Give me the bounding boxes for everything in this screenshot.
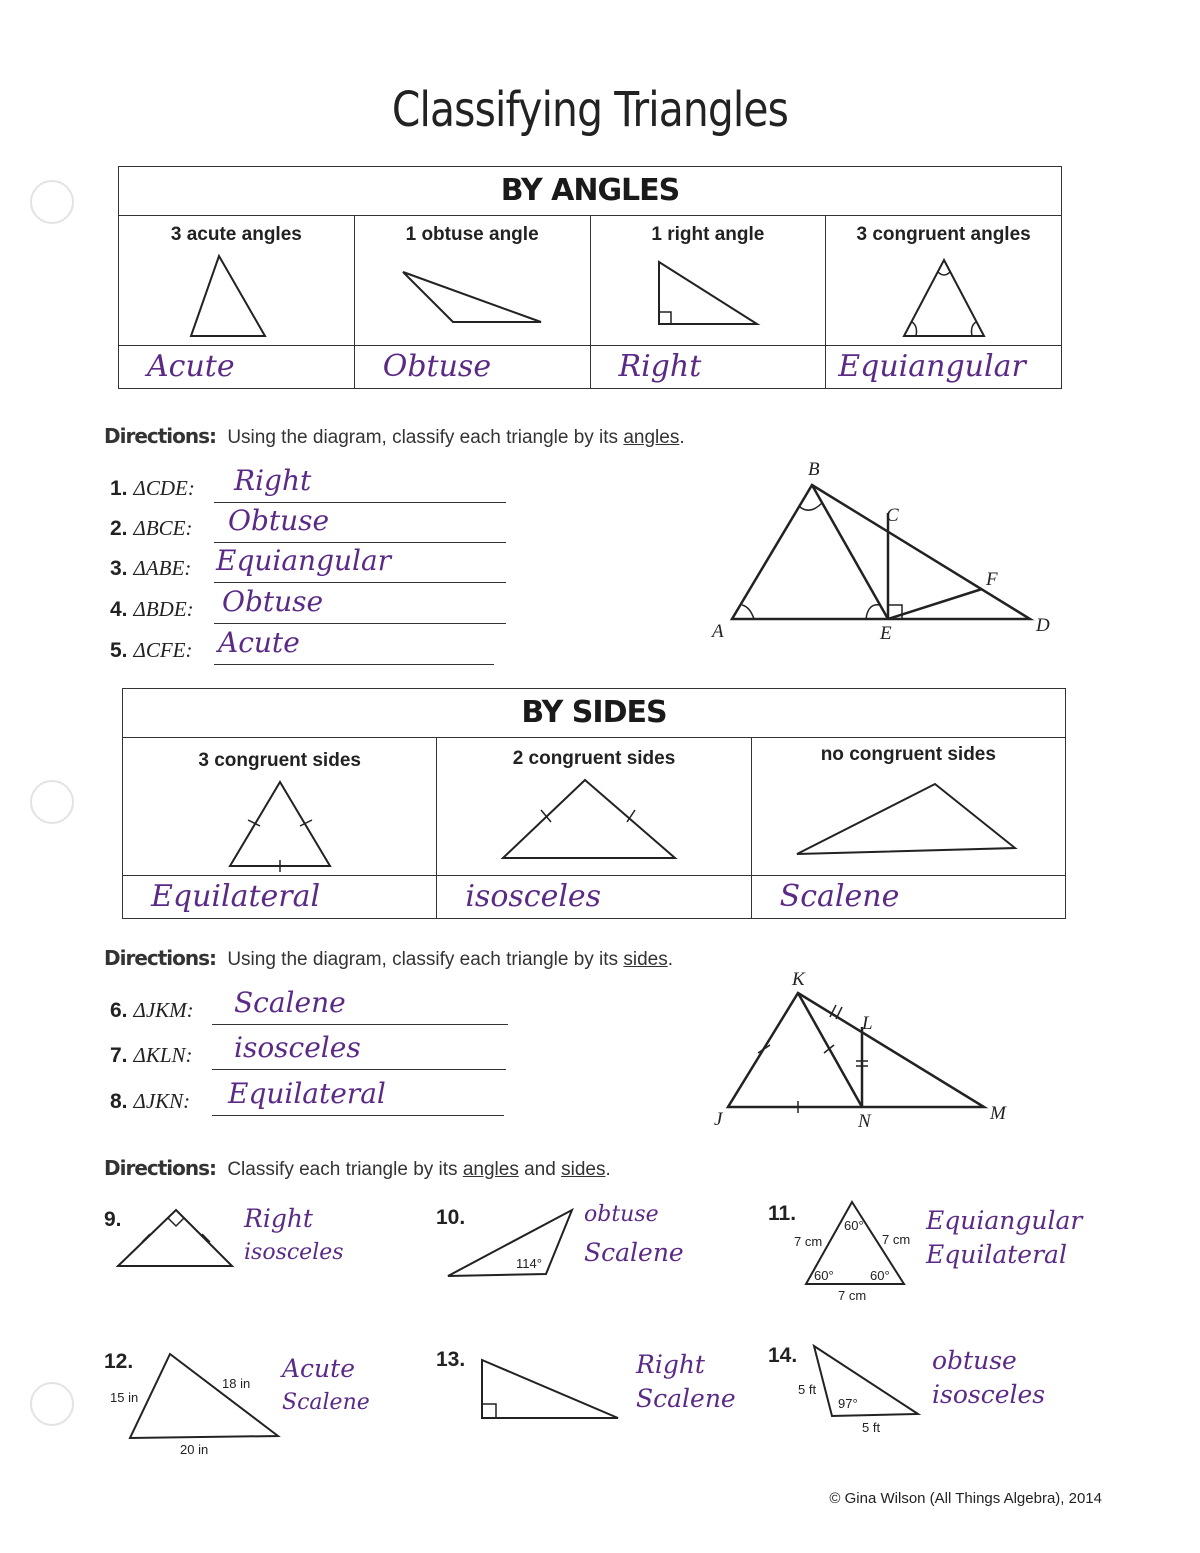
problem-11-answer: Equiangular Equilateral (926, 1206, 1083, 1269)
vertex-label-k: K (792, 969, 805, 990)
vertex-label-m: M (990, 1103, 1006, 1124)
cell-equiangular (826, 216, 1062, 346)
answer-line (214, 623, 506, 624)
directions-keyword-angles: angles (462, 1159, 519, 1180)
obtuse-triangle-figure (397, 260, 547, 340)
answer-equiangular: Equiangular (838, 349, 1026, 384)
answer-obtuse: Obtuse (382, 349, 492, 384)
vertex-label-a: A (712, 621, 724, 642)
cell-scalene (751, 738, 1065, 876)
answer-scalene: Scalene (779, 879, 900, 914)
problem-14-side-left: 5 ft (798, 1382, 817, 1397)
question-1: 1. ΔCDE: Right (110, 476, 195, 501)
by-sides-table (122, 688, 1066, 919)
page-title: Classifying Triangles (391, 82, 789, 138)
equilateral-triangle-figure (220, 778, 340, 874)
problem-11-angle-left: 60° (814, 1268, 834, 1283)
answer-3: Equiangular (216, 544, 392, 577)
problem-14-figure (796, 1342, 926, 1438)
cell-label-isosceles: 2 congruent sides (512, 748, 676, 769)
answer-isosceles: isosceles (465, 879, 602, 914)
cell-obtuse (354, 216, 590, 346)
right-triangle-figure (653, 256, 763, 336)
directions-angles-sides: Directions: Classify each triangle by its angles and sides. (104, 1156, 611, 1180)
problem-13-figure (478, 1356, 623, 1422)
problem-11-number: 11. (768, 1202, 797, 1225)
problem-14-answer: obtuse isosceles (932, 1346, 1046, 1409)
problem-11-side-bottom: 7 cm (838, 1288, 867, 1303)
by-angles-table (118, 166, 1062, 389)
problem-14-angle: 97° (838, 1396, 858, 1411)
vertex-label-f: F (986, 569, 998, 590)
cell-right (590, 216, 826, 346)
directions-label: Directions: (104, 1156, 217, 1180)
answer-line (212, 1024, 508, 1025)
answer-line (214, 664, 494, 665)
vertex-label-e: E (880, 623, 892, 644)
punch-hole-middle (30, 780, 74, 824)
problem-12-number: 12. (104, 1350, 134, 1373)
question-5: 5. ΔCFE: Acute (110, 638, 193, 663)
directions-text: Classify each triangle by its (227, 1159, 458, 1180)
problem-12-side-bottom: 20 in (180, 1442, 209, 1457)
problem-10-angle: 114° (516, 1256, 542, 1271)
question-4: 4. ΔBDE: Obtuse (110, 597, 194, 622)
copyright-footer: © Gina Wilson (All Things Algebra), 2014 (829, 1490, 1102, 1507)
answer-line (214, 502, 506, 503)
problem-9-answer: Right isosceles (244, 1204, 344, 1265)
vertex-label-d: D (1036, 615, 1050, 636)
by-angles-header: BY ANGLES (119, 167, 1062, 216)
equiangular-triangle-figure (894, 252, 994, 342)
question-3: 3. ΔABE: Equiangular (110, 556, 191, 581)
directions-sides: Directions: Using the diagram, classify each triangle by its sides. (104, 946, 673, 970)
scalene-triangle-figure (793, 778, 1023, 868)
problem-11-figure (790, 1196, 920, 1306)
problem-13-number: 13. (436, 1348, 466, 1371)
answer-8: Equilateral (228, 1077, 386, 1110)
vertex-label-j: J (714, 1109, 723, 1130)
directions-keyword: sides (623, 949, 668, 970)
problem-12-answer: Acute Scalene (282, 1354, 370, 1415)
directions-angles: Directions: Using the diagram, classify each triangle by its angles. (104, 424, 685, 448)
problem-14-side-bottom: 5 ft (862, 1420, 881, 1435)
question-6: 6. ΔJKM: Scalene (110, 998, 194, 1023)
problem-10-figure (446, 1206, 576, 1278)
problem-13-answer: Right Scalene (636, 1350, 736, 1413)
problem-11-side-left: 7 cm (794, 1234, 823, 1249)
cell-label-right: 1 right angle (651, 224, 765, 245)
problem-9-figure (116, 1206, 236, 1272)
problem-11-angle-right: 60° (870, 1268, 890, 1283)
problem-11-side-right: 7 cm (882, 1232, 911, 1247)
cell-label-equiangular: 3 congruent angles (856, 224, 1031, 245)
problem-10-answer: obtuse Scalene (584, 1202, 684, 1267)
question-2: 2. ΔBCE: Obtuse (110, 516, 193, 541)
answer-4: Obtuse (222, 585, 324, 618)
answer-acute: Acute (147, 349, 235, 384)
problem-11-angle-top: 60° (844, 1218, 864, 1233)
by-sides-header: BY SIDES (123, 689, 1066, 738)
directions-text: Using the diagram, classify each triangle by its (227, 949, 619, 970)
cell-equilateral (123, 738, 437, 876)
question-8: 8. ΔJKN: Equilateral (110, 1089, 190, 1114)
answer-line (214, 542, 506, 543)
question-7: 7. ΔKLN: isosceles (110, 1043, 193, 1068)
sides-diagram (706, 965, 1026, 1135)
problem-12-side-right: 18 in (222, 1376, 251, 1391)
punch-hole-bottom (30, 1382, 74, 1426)
cell-label-obtuse: 1 obtuse angle (405, 224, 539, 245)
problem-12-side-left: 15 in (110, 1390, 139, 1405)
problem-12-figure (106, 1350, 286, 1460)
answer-line (212, 1069, 506, 1070)
vertex-label-l: L (862, 1013, 873, 1034)
cell-label-equilateral: 3 congruent sides (198, 750, 361, 771)
acute-triangle-figure (181, 252, 291, 342)
directions-label: Directions: (104, 424, 217, 448)
problem-9-number: 9. (104, 1208, 122, 1231)
problem-14-number: 14. (768, 1344, 798, 1367)
cell-acute (119, 216, 355, 346)
answer-2: Obtuse (228, 504, 330, 537)
answer-1: Right (234, 464, 312, 497)
answer-line (214, 582, 506, 583)
answer-6: Scalene (234, 986, 346, 1019)
problem-10-number: 10. (436, 1206, 466, 1229)
punch-hole-top (30, 180, 74, 224)
answer-line (212, 1115, 504, 1116)
cell-label-acute: 3 acute angles (170, 224, 302, 245)
directions-text: Using the diagram, classify each triangle by its (227, 427, 619, 448)
answer-right: Right (618, 349, 702, 384)
cell-isosceles (437, 738, 751, 876)
isosceles-triangle-figure (499, 770, 689, 866)
vertex-label-n: N (858, 1111, 871, 1132)
vertex-label-c: C (886, 505, 899, 526)
answer-equilateral: Equilateral (151, 879, 321, 914)
vertex-label-b: B (808, 459, 820, 480)
cell-label-scalene: no congruent sides (820, 744, 996, 765)
directions-label: Directions: (104, 946, 217, 970)
angles-diagram (700, 455, 1070, 655)
directions-keyword-sides: sides (561, 1159, 606, 1180)
directions-keyword: angles (623, 427, 680, 448)
answer-7: isosceles (234, 1031, 361, 1064)
answer-5: Acute (218, 626, 300, 659)
